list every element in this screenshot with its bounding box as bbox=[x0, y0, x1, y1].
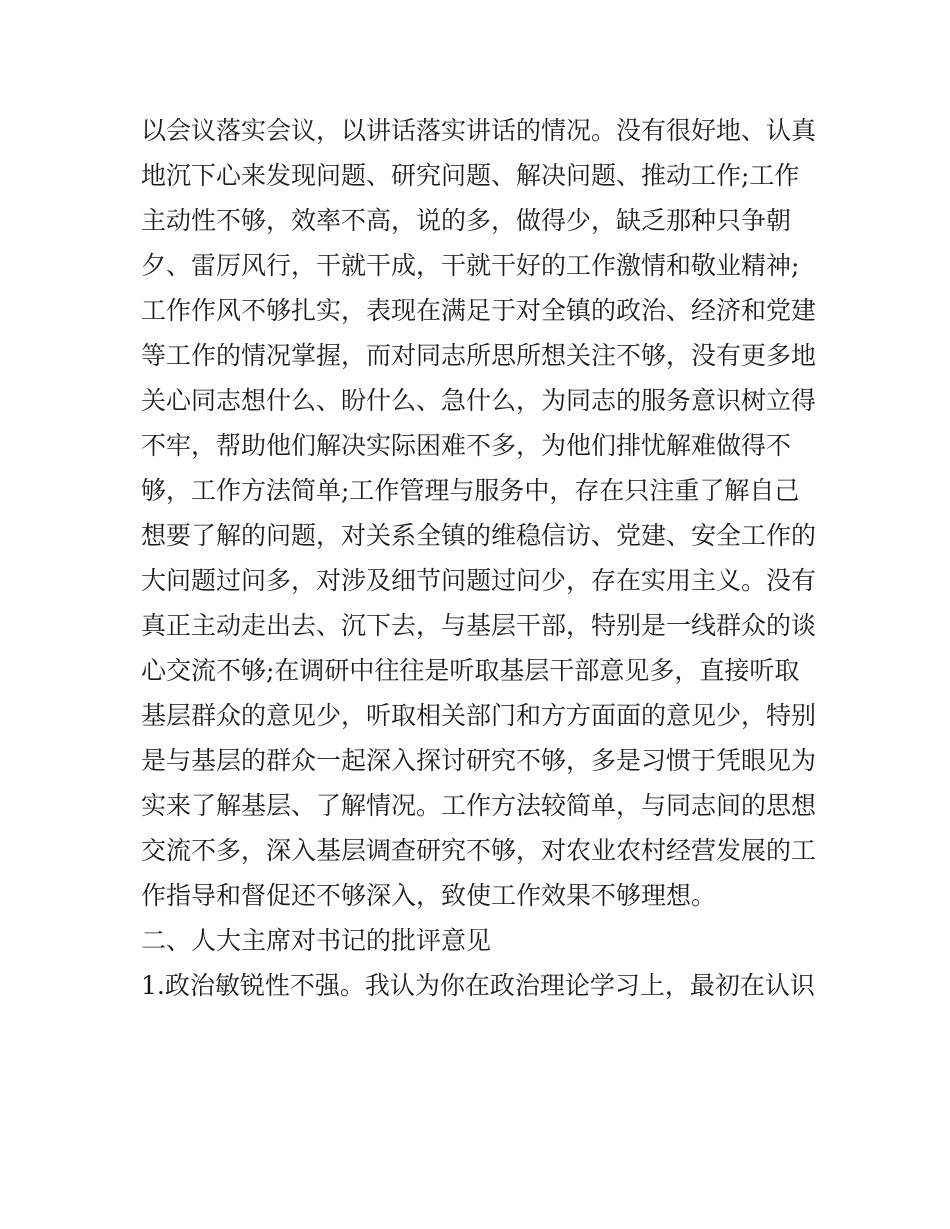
paragraph-line: 夕、雷厉风行，干就干成，干就干好的工作激情和敬业精神; bbox=[141, 251, 800, 280]
paragraph-line: 真正主动走出去、沉下去，与基层干部，特别是一线群众的谈 bbox=[141, 611, 817, 640]
paragraph-line: 心交流不够;在调研中往往是听取基层干部意见多，直接听取 bbox=[141, 656, 800, 685]
paragraph-line: 够，工作方法简单;工作管理与服务中，存在只注重了解自己 bbox=[141, 476, 800, 505]
paragraph-line: 不牢，帮助他们解决实际困难不多，为他们排忧解难做得不 bbox=[141, 431, 792, 460]
paragraph-line: 是与基层的群众一起深入探讨研究不够，多是习惯于凭眼见为 bbox=[141, 746, 817, 775]
paragraph-line: 基层群众的意见少，听取相关部门和方方面面的意见少，特别 bbox=[141, 701, 817, 730]
paragraph-line: 地沉下心来发现问题、研究问题、解决问题、推动工作;工作 bbox=[141, 161, 800, 190]
list-item-1: 1.政治敏锐性不强。我认为你在政治理论学习上，最初在认识 bbox=[141, 971, 815, 1000]
paragraph-line: 以会议落实会议，以讲话落实讲话的情况。没有很好地、认真 bbox=[141, 116, 817, 145]
paragraph-line: 等工作的情况掌握，而对同志所思所想关注不够，没有更多地 bbox=[141, 341, 817, 370]
paragraph-line: 作指导和督促还不够深入，致使工作效果不够理想。 bbox=[141, 881, 717, 910]
section-heading: 二、人大主席对书记的批评意见 bbox=[141, 926, 492, 955]
body-text bbox=[141, 108, 821, 1008]
paragraph-line: 想要了解的问题，对关系全镇的维稳信访、党建、安全工作的 bbox=[141, 521, 817, 550]
paragraph-line: 交流不多，深入基层调查研究不够，对农业农村经营发展的工 bbox=[141, 836, 817, 865]
paragraph-line: 实来了解基层、了解情况。工作方法较简单，与同志间的思想 bbox=[141, 791, 817, 820]
paragraph-line: 大问题过问多，对涉及细节问题过问少，存在实用主义。没有 bbox=[141, 566, 817, 595]
paragraph-line: 主动性不够，效率不高，说的多，做得少，缺乏那种只争朝 bbox=[141, 206, 792, 235]
paragraph-line: 关心同志想什么、盼什么、急什么，为同志的服务意识树立得 bbox=[141, 386, 817, 415]
paragraph-line: 工作作风不够扎实，表现在满足于对全镇的政治、经济和党建 bbox=[141, 296, 817, 325]
